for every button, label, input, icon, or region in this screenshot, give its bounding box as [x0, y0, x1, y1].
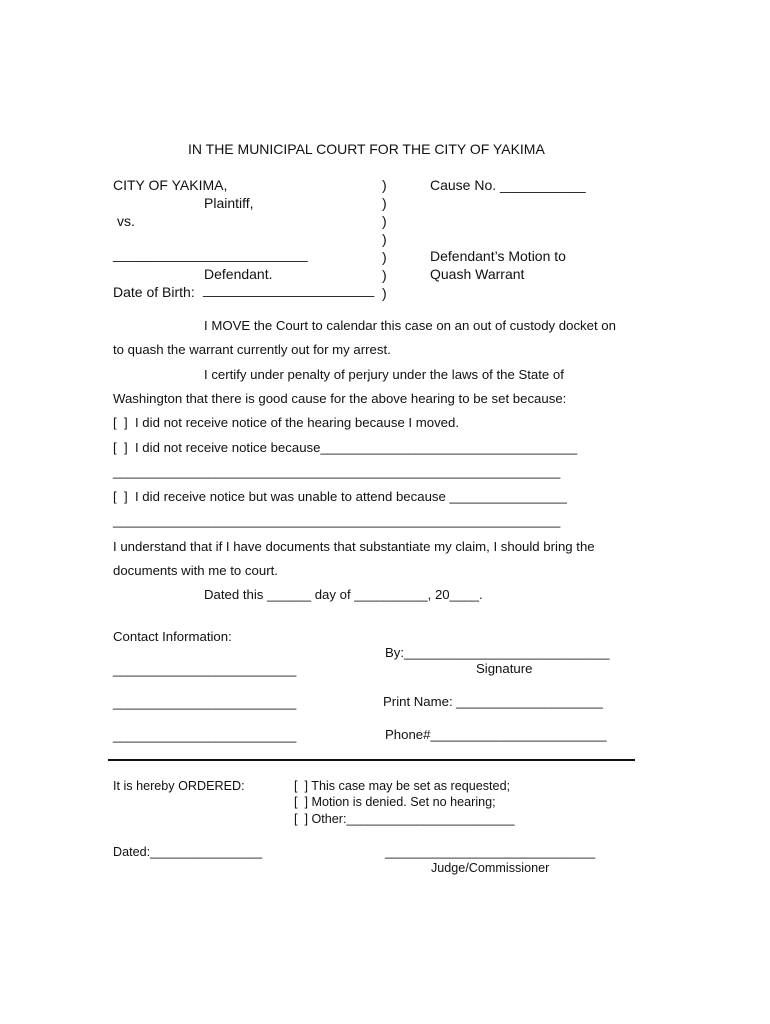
caption-paren: )	[382, 249, 387, 265]
understand-text-line-1: I understand that if I have documents that substantiate my claim, I should bring the	[113, 539, 595, 554]
order-label: It is hereby ORDERED:	[113, 779, 245, 793]
motion-text-line-1: I MOVE the Court to calendar this case on an out of custody docket on	[204, 318, 616, 333]
signature-line[interactable]: By:____________________________	[385, 645, 610, 660]
order-divider	[108, 759, 635, 761]
signature-label: Signature	[476, 661, 533, 676]
motion-title-line-1: Defendant’s Motion to	[430, 248, 566, 264]
judge-commissioner-label: Judge/Commissioner	[431, 861, 550, 875]
reason-no-notice-continuation[interactable]: _____________________________________________________________	[113, 464, 561, 479]
order-option-other[interactable]: [ ] Other:________________________	[294, 812, 515, 826]
reason-unable-attend-continuation[interactable]: _____________________________________________________________	[113, 513, 561, 528]
reason-option-unable-attend[interactable]: [ ] I did receive notice but was unable to attend because ________________	[113, 489, 567, 504]
contact-blank-1[interactable]: _________________________	[113, 662, 297, 677]
cause-number[interactable]: Cause No. ___________	[430, 177, 586, 193]
print-name-line[interactable]: Print Name: ____________________	[383, 694, 603, 709]
defendant-label: Defendant.	[204, 266, 273, 282]
defendant-name-blank[interactable]: _________________________	[113, 246, 308, 262]
certify-text-line-1: I certify under penalty of perjury under the laws of the State of	[204, 367, 564, 382]
caption-paren: )	[382, 177, 387, 193]
understand-text-line-2: documents with me to court.	[113, 563, 278, 578]
caption-paren: )	[382, 285, 387, 301]
caption-paren: )	[382, 267, 387, 283]
plaintiff-label: Plaintiff,	[204, 195, 254, 211]
date-of-birth-blank[interactable]: ______________________	[203, 281, 375, 297]
plaintiff-name: CITY OF YAKIMA,	[113, 177, 228, 193]
versus-label: vs.	[117, 213, 135, 229]
court-title: IN THE MUNICIPAL COURT FOR THE CITY OF YAKIMA	[188, 141, 545, 157]
caption-paren: )	[382, 195, 387, 211]
phone-line[interactable]: Phone#________________________	[385, 727, 607, 742]
caption-paren: )	[382, 213, 387, 229]
order-option-set[interactable]: [ ] This case may be set as requested;	[294, 779, 511, 793]
order-option-denied[interactable]: [ ] Motion is denied. Set no hearing;	[294, 795, 496, 809]
date-of-birth-label: Date of Birth:	[113, 284, 195, 300]
motion-text-line-2: to quash the warrant currently out for my arrest.	[113, 342, 391, 357]
motion-title-line-2: Quash Warrant	[430, 266, 525, 282]
caption-paren: )	[382, 231, 387, 247]
dated-line[interactable]: Dated this ______ day of __________, 20____.	[204, 587, 483, 602]
contact-blank-2[interactable]: _________________________	[113, 695, 297, 710]
order-dated-line[interactable]: Dated:________________	[113, 845, 263, 859]
reason-option-no-notice[interactable]: [ ] I did not receive notice because___________________________________	[113, 440, 578, 455]
judge-signature-line[interactable]: ______________________________	[385, 845, 596, 859]
certify-text-line-2: Washington that there is good cause for the above hearing to be set because:	[113, 391, 567, 406]
reason-option-moved[interactable]: [ ] I did not receive notice of the hearing because I moved.	[113, 415, 460, 430]
contact-blank-3[interactable]: _________________________	[113, 728, 297, 743]
contact-information-label: Contact Information:	[113, 629, 232, 644]
